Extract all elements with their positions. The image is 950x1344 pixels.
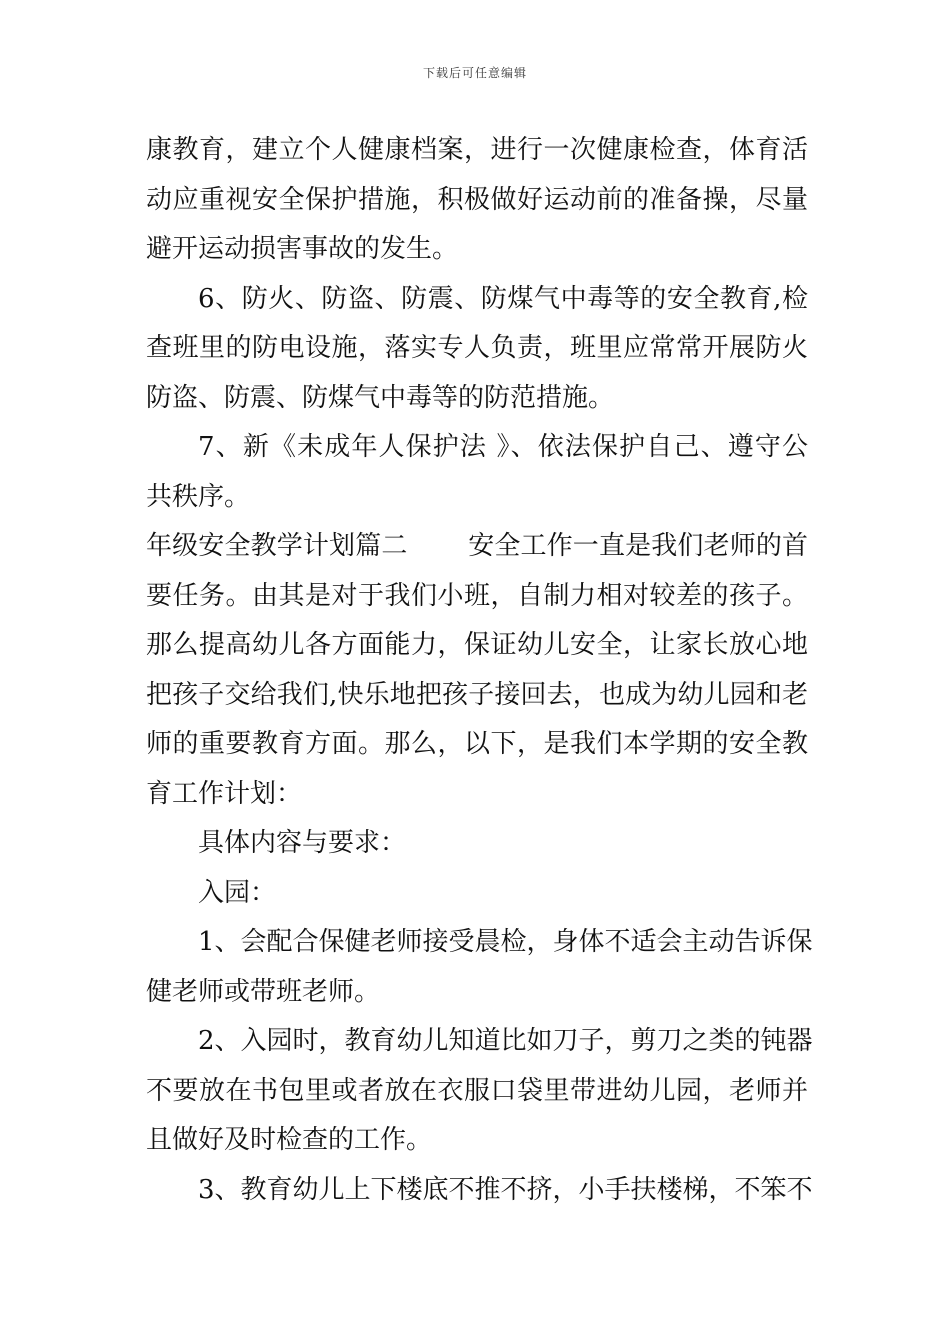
text-line: 入园： bbox=[198, 877, 277, 908]
text-line: 避开运动损害事故的发生。 bbox=[146, 234, 459, 264]
text-line: 防盗、防震、防煤气中毒等的防范措施。 bbox=[146, 382, 615, 413]
text-line: 师的重要教育方面。那么，以下，是我们本学期的安全教 bbox=[146, 729, 808, 759]
text-line: 把孩子交给我们,快乐地把孩子接回去，也成为幼儿园和老 bbox=[146, 679, 808, 710]
text-line: 7、新《未成年人保护法 》、依法保护自己、遵守公 bbox=[198, 432, 808, 462]
text-line: 查班里的防电设施，落实专人负责，班里应常常开展防火 bbox=[146, 333, 808, 363]
text-line: 育工作计划： bbox=[146, 778, 303, 809]
text-line: 3、教育幼儿上下楼底不推不挤，小手扶楼梯，不笨不 bbox=[198, 1174, 813, 1205]
text-line: 2、入园时，教育幼儿知道比如刀子，剪刀之类的钝器 bbox=[198, 1026, 813, 1056]
page-header: 下载后可任意编辑 bbox=[422, 66, 527, 80]
text-line: 动应重视安全保护措施，积极做好运动前的准备操，尽量 bbox=[146, 184, 808, 215]
text-line: 不要放在书包里或者放在衣服口袋里带进幼儿园，老师并 bbox=[146, 1075, 808, 1106]
text-line: 具体内容与要求： bbox=[198, 828, 407, 858]
text-line: 共秩序。 bbox=[146, 481, 251, 512]
text-line: 1、会配合保健老师接受晨检，身体不适会主动告诉保 bbox=[198, 927, 813, 957]
text-line: 6、防火、防盗、防震、防煤气中毒等的安全教育,检 bbox=[198, 283, 808, 314]
text-line: 且做好及时检查的工作。 bbox=[146, 1125, 433, 1155]
section-heading-line: 年级安全教学计划篇二 安全工作一直是我们老师的首 bbox=[146, 531, 808, 561]
document-body bbox=[146, 126, 813, 1215]
text-line: 那么提高幼儿各方面能力，保证幼儿安全，让家长放心地 bbox=[146, 630, 808, 660]
text-line: 要任务。由其是对于我们小班，自制力相对较差的孩子。 bbox=[146, 580, 808, 611]
text-line: 康教育，建立个人健康档案，进行一次健康检查，体育活 bbox=[146, 135, 808, 165]
text-line: 健老师或带班老师。 bbox=[146, 976, 381, 1007]
